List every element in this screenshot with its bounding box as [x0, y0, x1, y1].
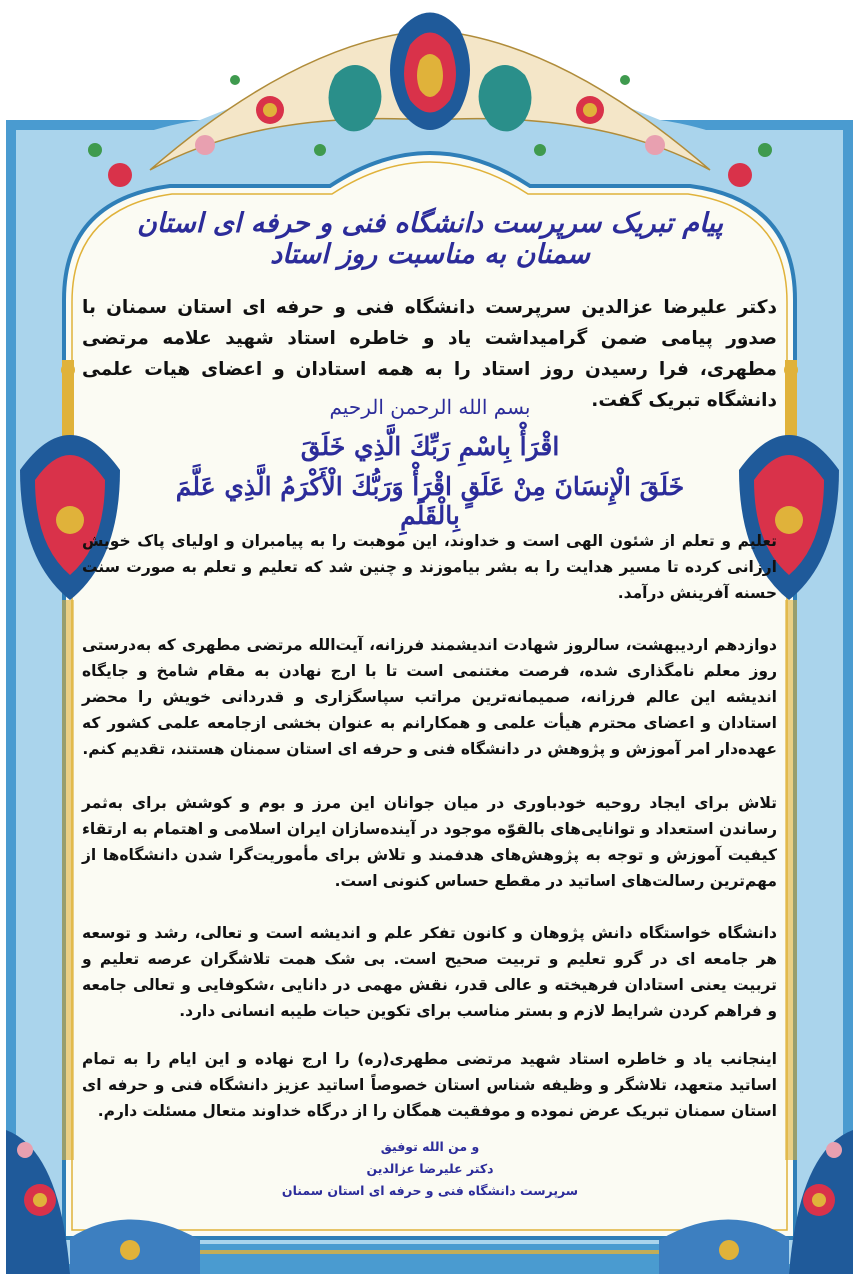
signature-name: دکتر علیرضا عزالدین	[366, 1161, 494, 1176]
quran-verse-line-2: خَلَقَ الْإِنسَانَ مِنْ عَلَقٍ اقْرَأْ وَرَبُّكَ الْأَكْرَمُ الَّذِي عَلَّمَ بِالْقَلَمِ	[175, 472, 685, 530]
bottom-band	[200, 1244, 659, 1268]
bismillah-line: بسم الله الرحمن الرحیم	[329, 395, 531, 419]
paragraph-1: تعلیم و تعلم از شئون الهی است و خداوند، این موهبت را به پیامبران و اولیای پاک خویش ارزانی کرده تا مسیر هدایت را به بشر بیاموزند و چنین شد که تعلیم و تعلم به صورت سنت حسنه آفرینش درآمد.	[82, 532, 777, 602]
intro-paragraph: دکتر علیرضا عزالدین سرپرست دانشگاه فنی و حرفه ای استان سمنان با صدور پیامی ضمن گرامیداشت یاد و خاطره استاد شهید علامه مرتضی مطهری، فرا رسیدن روز استاد را به همه استادان و اعضای هیات علمی دانشگاه تبریک گفت.	[82, 297, 777, 411]
page-title: پیام تبریک سرپرست دانشگاه فنی و حرفه ای استان سمنان به مناسبت روز استاد	[136, 208, 724, 270]
paragraph-5: اینجانب یاد و خاطره استاد شهید مرتضی مطهری(ره) را ارج نهاده و این ایام را به تمام اساتید متعهد، تلاشگر و وظیفه شناس استان خصوصاً اساتید عزیز دانشگاه فنی و حرفه ای استان سمنان تبریک عرض نموده و موفقیت همگان را از درگاه خداوند متعال مسئلت دارم.	[82, 1050, 777, 1120]
paragraph-4: دانشگاه خواستگاه دانش پژوهان و کانون تفکر علم و اندیشه است و تعالی، رشد و توسعه هر جامعه ای در گرو تعلیم و تربیت صحیح است. بی شک همت تلاشگران عرصه تعلیم و تربیت یعنی استادان فرهیخته و عالی قدر، نقش مهمی در دانایی ،شکوفایی و تعالی جامعه و فراهم کردن شرایط لازم و بستر مناسب برای تکوین حیات طیبه انسانی دارد.	[82, 924, 777, 1020]
signature-closing: و من الله توفیق	[380, 1139, 480, 1154]
signature-position: سرپرست دانشگاه فنی و حرفه ای استان سمنان	[281, 1183, 579, 1198]
paragraph-3: تلاش برای ایجاد روحیه خودباوری در میان جوانان این مرز و بوم و کوشش برای به‌ثمر رساندن استعداد و توانایی‌های بالقوّه موجود در آینده‌سازان ایران اسلامی و اهتمام به ارتقاء کیفیت آموزش و توجه به پژوهش‌های هدفمند و تلاش برای مأموریت‌گرا شدن دانشگاه‌ها از مهم‌ترین رسالت‌های اساتید در مقطع حساس کنونی است.	[82, 794, 777, 890]
quran-verse-line-1: اقْرَأْ بِاسْمِ رَبِّكَ الَّذِي خَلَقَ	[300, 432, 560, 461]
paragraph-2: دوازدهم اردیبهشت، سالروز شهادت اندیشمند فرزانه، آیت‌الله مرتضی مطهری که به‌درستی روز معلم نامگذاری شده، فرصت مغتنمی است تا با ارج نهادن به مقام شامخ و جایگاه اندیشه این عالم فرزانه، صمیمانه‌ترین مراتب سپاسگزاری و قدردانی خویش را محضر استادان و اعضای محترم هیأت علمی و همکارانم به عنوان بخشی ازجامعه علمی کشور که عهده‌دار امر آموزش و پژوهش در دانشگاه فنی و حرفه ای استان سمنان هستند، تقدیم کنم.	[82, 636, 777, 758]
